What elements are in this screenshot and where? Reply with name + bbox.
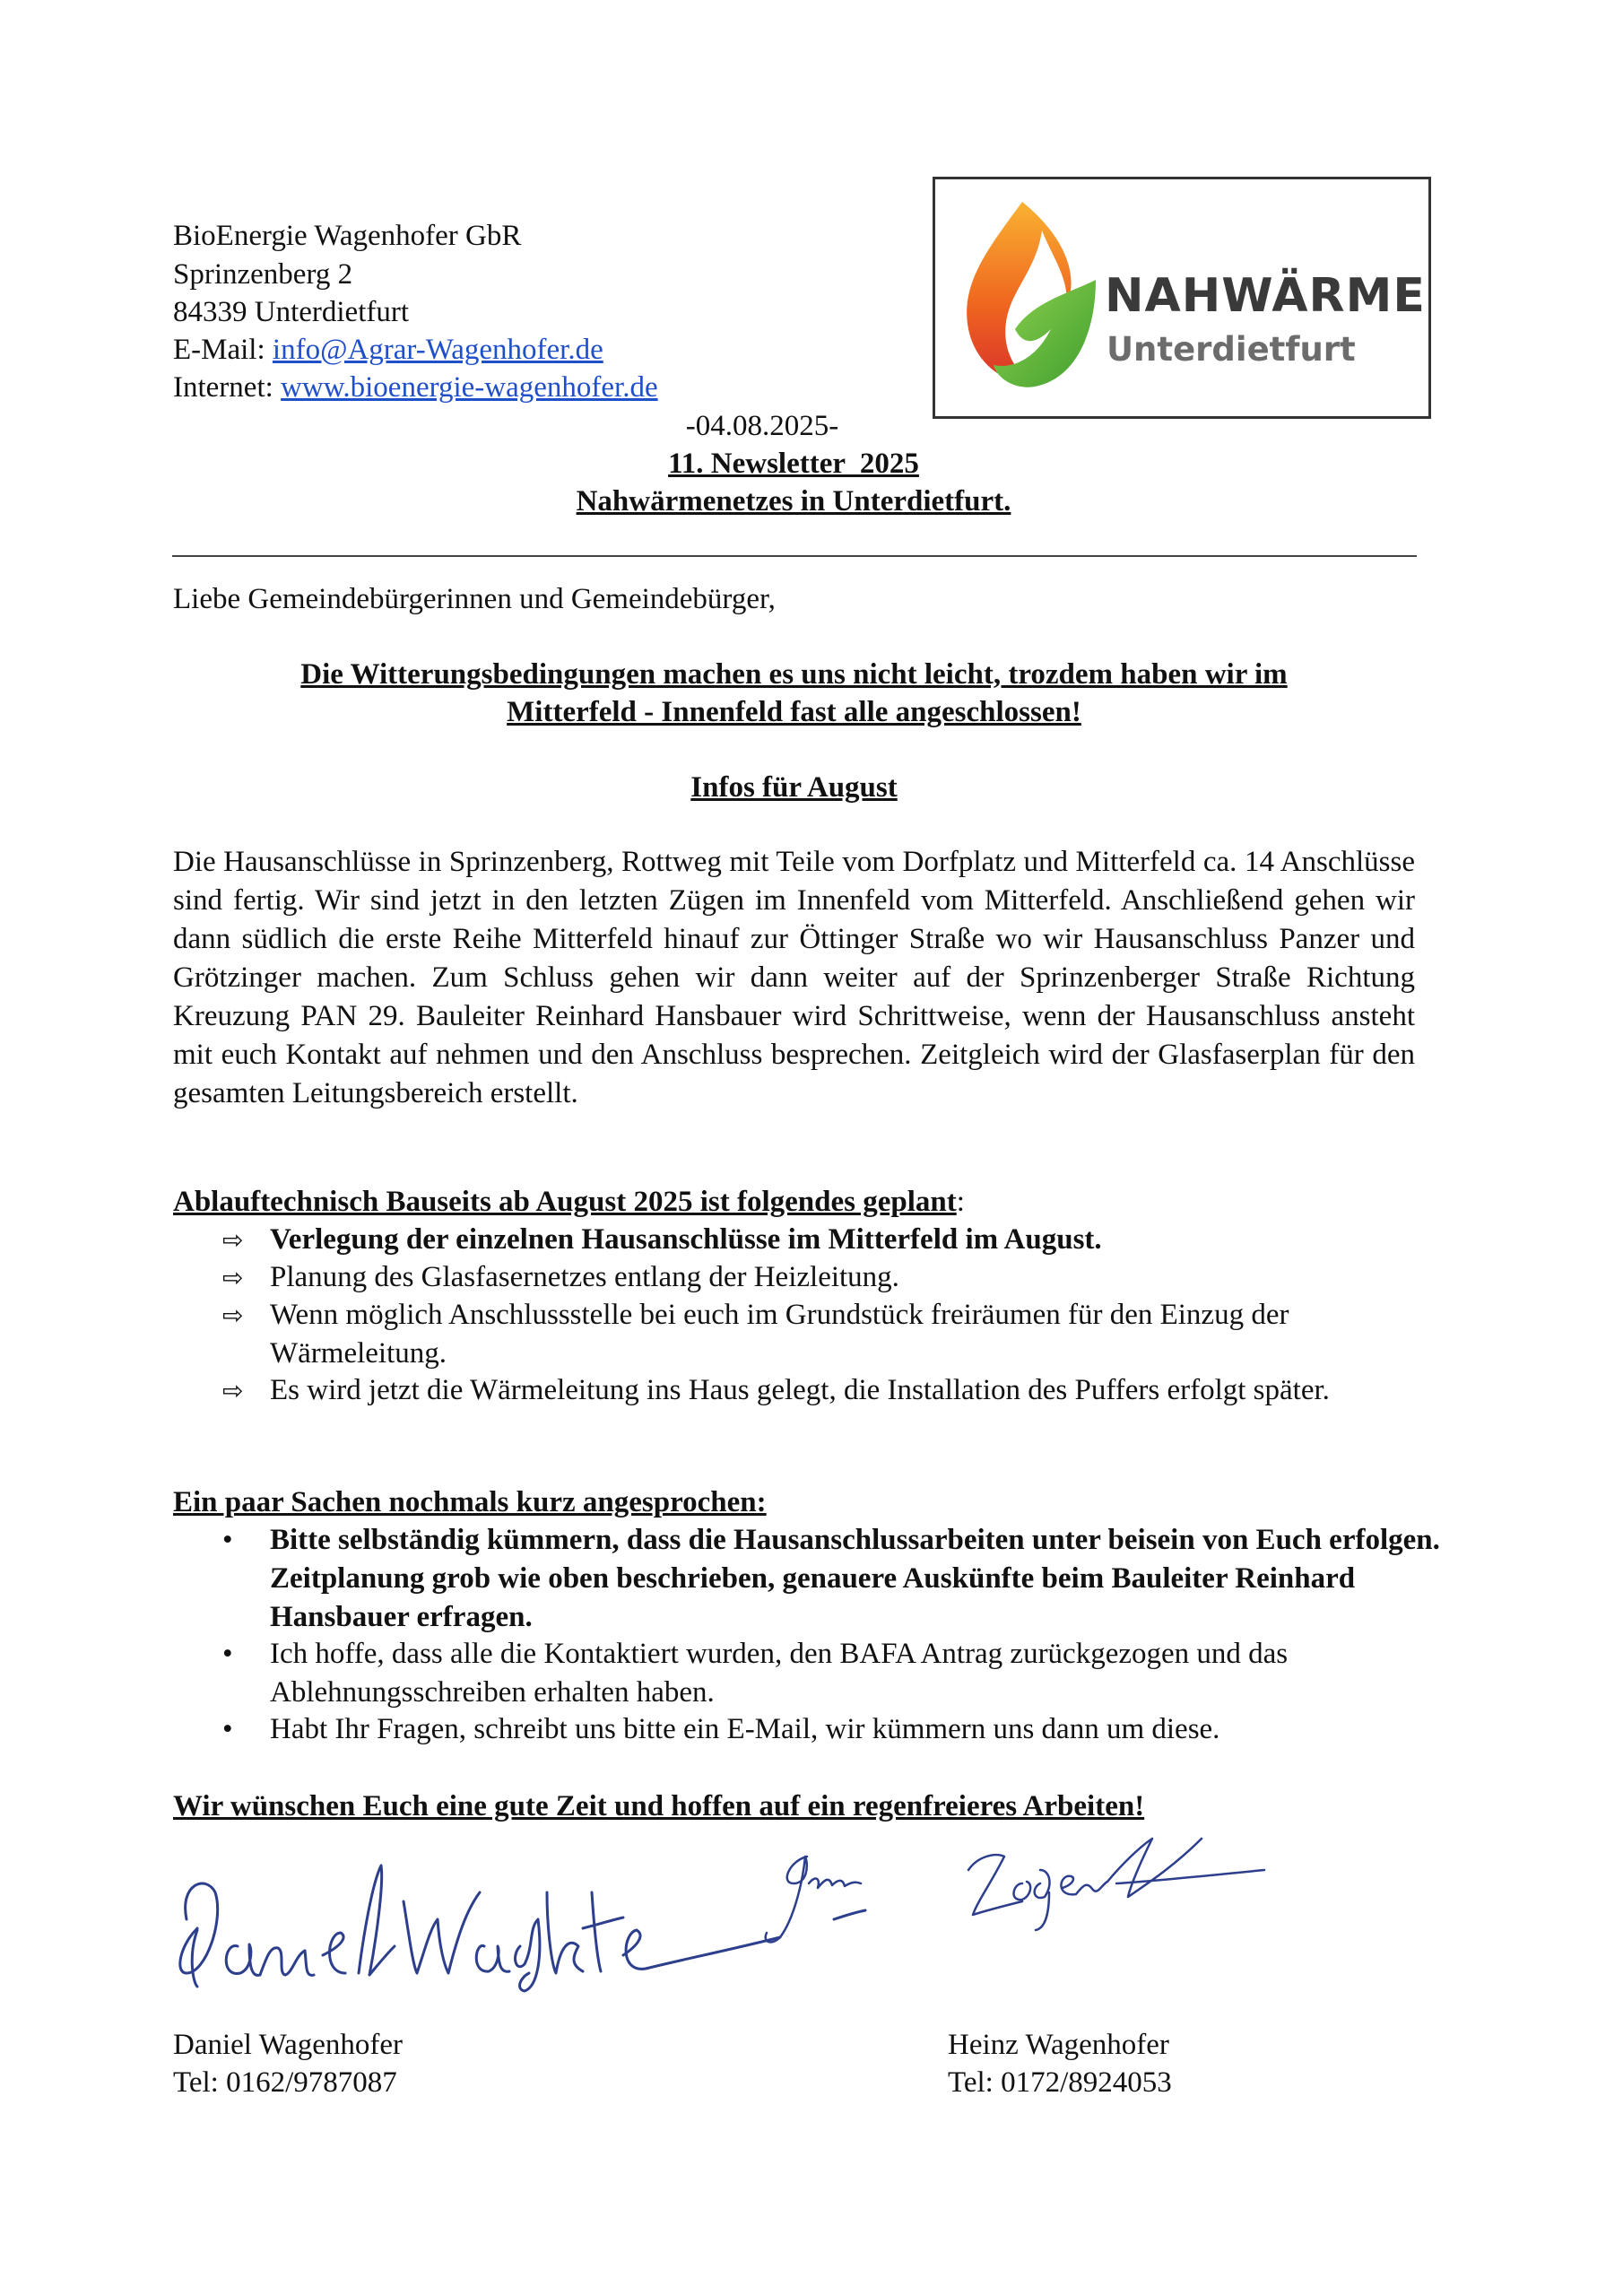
signer-left-name: Daniel Wagenhofer <box>173 2029 404 2061</box>
body-paragraph: Die Hausanschlüsse in Sprinzenberg, Rottweg mit Teile vom Dorfplatz und Mitterfeld ca. 14 Anschlüsse sind fertig. Wir sind jetzt in den letzten Zügen im Innenfeld vom Mitterfeld. Anschließend gehen wir dann südlich die erste Reihe Mitterfeld hinauf zur Öttinger Straße wo wir Hausanschluss Panzer und Grötzinger machen. Zum Schluss gehen wir dann weiter auf der Sprinzenberger Straße Richtung Kreuzung PAN 29. Bauleiter Reinhard Hansbauer wird Schrittweise, wenn der Hausanschluss ansteht mit euch Kontakt auf nehmen und den Anschluss besprechen. Zeitgleich wird der Glasfaserplan für den gesamten Leitungsbereich erstellt. <box>173 846 1415 1109</box>
arrow-right-icon: ⇨ <box>222 1225 244 1255</box>
signer-left-tel: Tel: 0162/9787087 <box>173 2066 397 2099</box>
signer-right-tel: Tel: 0172/8924053 <box>948 2066 1172 2099</box>
arrow-right-icon: ⇨ <box>222 1263 244 1292</box>
note-item-2: Ich hoffe, dass alle die Kontaktiert wurden, den BAFA Antrag zurückgezogen und das Ablehnungsschreiben erhalten haben. <box>270 1638 1289 1709</box>
bullet-icon: • <box>222 1713 233 1745</box>
note-item-1: Bitte selbständig kümmern, dass die Hausanschlussarbeiten unter beisein von Euch erfolgen. Zeitplanung grob wie oben beschrieben, genauere Auskünfte beim Bauleiter Reinhard Hansbauer erfragen. <box>270 1524 1440 1633</box>
arrow-right-icon: ⇨ <box>222 1300 244 1330</box>
headline-line-1: Die Witterungsbedingungen machen es uns nicht leicht, trozdem haben wir im <box>300 658 1288 691</box>
section-title-infos: Infos für August <box>690 771 898 804</box>
sender-website-line <box>173 369 658 407</box>
plan-item-2: Planung des Glasfasernetzes entlang der Heizleitung. <box>270 1261 899 1293</box>
sender-street: Sprinzenberg 2 <box>173 258 353 291</box>
signature-right <box>753 1830 1291 1964</box>
email-link[interactable]: info@Agrar-Wagenhofer.de <box>272 334 603 366</box>
closing-line: Wir wünschen Euch eine gute Zeit und hoffen auf ein regenfreieres Arbeiten! <box>173 1790 1145 1822</box>
sender-city: 84339 Unterdietfurt <box>173 296 410 328</box>
plan-heading <box>173 1183 965 1222</box>
website-link[interactable]: www.bioenergie-wagenhofer.de <box>281 371 658 404</box>
bullet-icon: • <box>222 1524 233 1556</box>
plan-title: Ablauftechnisch Bauseits ab August 2025 ist folgendes geplant <box>173 1186 957 1218</box>
divider <box>172 555 1417 557</box>
plan-item-4: Es wird jetzt die Wärmeleitung ins Haus gelegt, die Installation des Puffers erfolgt später. <box>270 1374 1330 1406</box>
bullet-icon: • <box>222 1638 233 1670</box>
arrow-right-icon: ⇨ <box>222 1376 244 1405</box>
notes-title: Ein paar Sachen nochmals kurz angesprochen: <box>173 1486 767 1518</box>
newsletter-number: 11. Newsletter 2025 <box>668 448 919 480</box>
logo-subtitle: Unterdietfurt <box>1107 330 1356 369</box>
logo-title: NAHWÄRME <box>1105 269 1426 323</box>
signer-right-name: Heinz Wagenhofer <box>948 2029 1169 2061</box>
plan-title-colon: : <box>956 1186 965 1218</box>
greeting: Liebe Gemeindebürgerinnen und Gemeindebürger, <box>173 583 776 615</box>
email-label: E-Mail: <box>173 334 273 366</box>
newsletter-subject: Nahwärmenetzes in Unterdietfurt. <box>576 485 1011 517</box>
plan-item-3: Wenn möglich Anschlussstelle bei euch im Grundstück freiräumen für den Einzug der Wärmeleitung. <box>270 1299 1289 1370</box>
note-item-3: Habt Ihr Fragen, schreibt uns bitte ein E-Mail, wir kümmern uns dann um diese. <box>270 1713 1220 1745</box>
sender-email-line <box>173 331 603 370</box>
plan-item-1: Verlegung der einzelnen Hausanschlüsse im Mitterfeld im August. <box>270 1223 1102 1256</box>
internet-label: Internet: <box>173 371 282 404</box>
newsletter-date: -04.08.2025- <box>685 410 839 442</box>
sender-company: BioEnergie Wagenhofer GbR <box>173 220 522 252</box>
flame-leaf-icon <box>952 195 1105 401</box>
headline-line-2: Mitterfeld - Innenfeld fast alle angeschlossen! <box>507 696 1081 728</box>
